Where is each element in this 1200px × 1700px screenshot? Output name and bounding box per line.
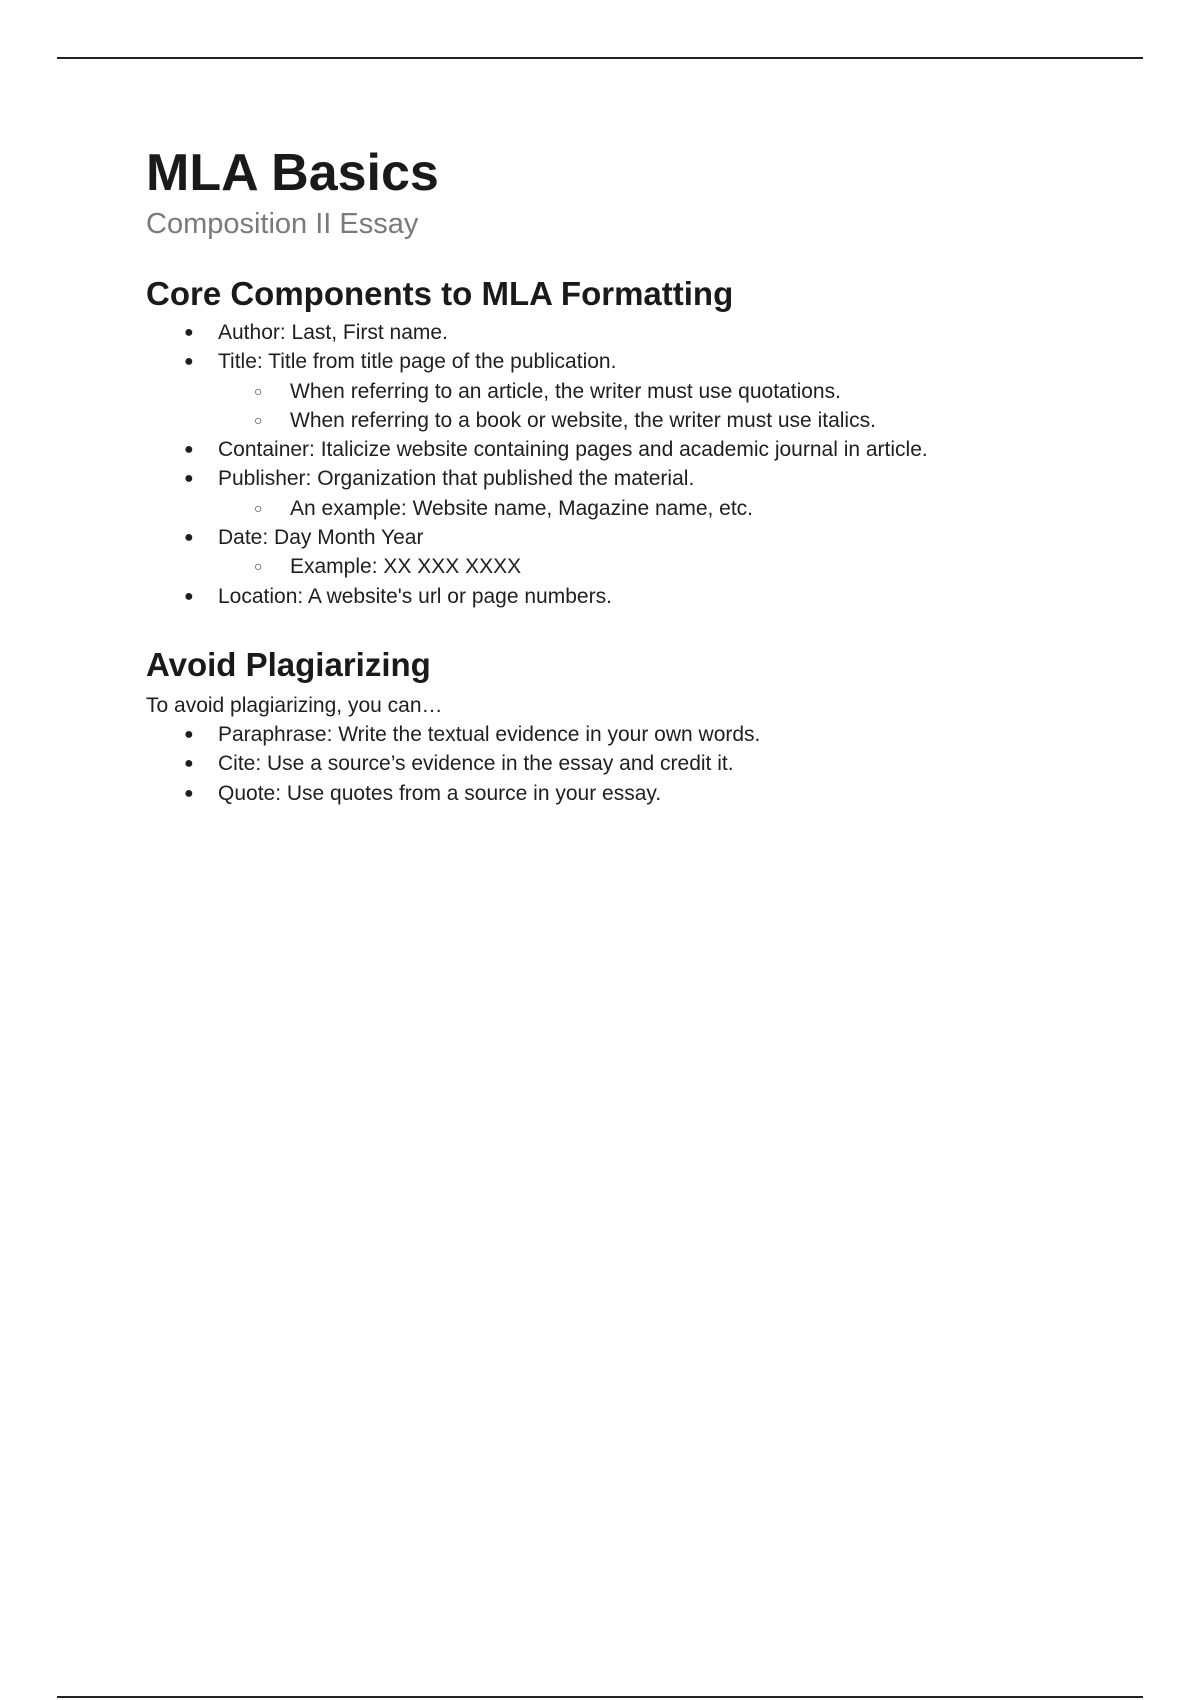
list-item: ● Container: Italicize website containing pages and academic journal in article. — [146, 435, 1106, 464]
core-components-list — [146, 318, 1106, 611]
hollow-bullet-icon: ○ — [254, 499, 263, 516]
sub-list-item: ○ An example: Website name, Magazine name, etc. — [218, 494, 1106, 523]
sub-list — [218, 377, 1106, 436]
section-heading-core-components: Core Components to MLA Formatting — [146, 275, 734, 312]
bottom-rule — [57, 1696, 1143, 1698]
list-item: ● Location: A website's url or page numbers. — [146, 582, 1106, 611]
avoid-plagiarizing-list — [146, 720, 1106, 808]
section-heading-avoid-plagiarizing: Avoid Plagiarizing — [146, 645, 431, 683]
hollow-bullet-icon: ○ — [254, 558, 263, 575]
sub-list-item: ○ When referring to a book or website, the writer must use italics. — [218, 406, 1106, 435]
list-item: ● Cite: Use a source’s evidence in the essay and credit it. — [146, 749, 1106, 778]
sub-list — [218, 552, 1106, 581]
list-item: ● Title: Title from title page of the publication. ○ When referring to an article, the writer must use quotations. ○ When referring to a book or website, the writer must use italics. — [146, 347, 1106, 435]
bullet-icon: ● — [184, 755, 194, 773]
hollow-bullet-icon: ○ — [254, 382, 263, 399]
list-item: ● Publisher: Organization that published the material. ○ An example: Website name, Magazine name, etc. — [146, 464, 1106, 523]
list-item: ● Date: Day Month Year ○ Example: XX XXX XXXX — [146, 523, 1106, 582]
document-body — [146, 142, 1106, 808]
list-item: ● Quote: Use quotes from a source in your essay. — [146, 779, 1106, 808]
section-intro: To avoid plagiarizing, you can… — [146, 693, 443, 717]
bullet-icon: ● — [184, 441, 194, 459]
bullet-icon: ● — [184, 353, 194, 371]
top-rule — [57, 57, 1143, 59]
bullet-icon: ● — [184, 529, 194, 547]
document-subtitle: Composition II Essay — [146, 208, 419, 240]
bullet-icon: ● — [184, 324, 194, 341]
sub-list — [218, 494, 1106, 523]
bullet-icon: ● — [184, 470, 194, 488]
list-item: ● Author: Last, First name. — [146, 318, 1106, 347]
list-item: ● Paraphrase: Write the textual evidence in your own words. — [146, 720, 1106, 749]
bullet-icon: ● — [184, 784, 194, 802]
sub-list-item: ○ When referring to an article, the writer must use quotations. — [218, 377, 1106, 406]
bullet-icon: ● — [184, 587, 194, 605]
document-title: MLA Basics — [146, 144, 439, 202]
hollow-bullet-icon: ○ — [254, 411, 263, 428]
sub-list-item: ○ Example: XX XXX XXXX — [218, 552, 1106, 581]
bullet-icon: ● — [184, 725, 194, 743]
